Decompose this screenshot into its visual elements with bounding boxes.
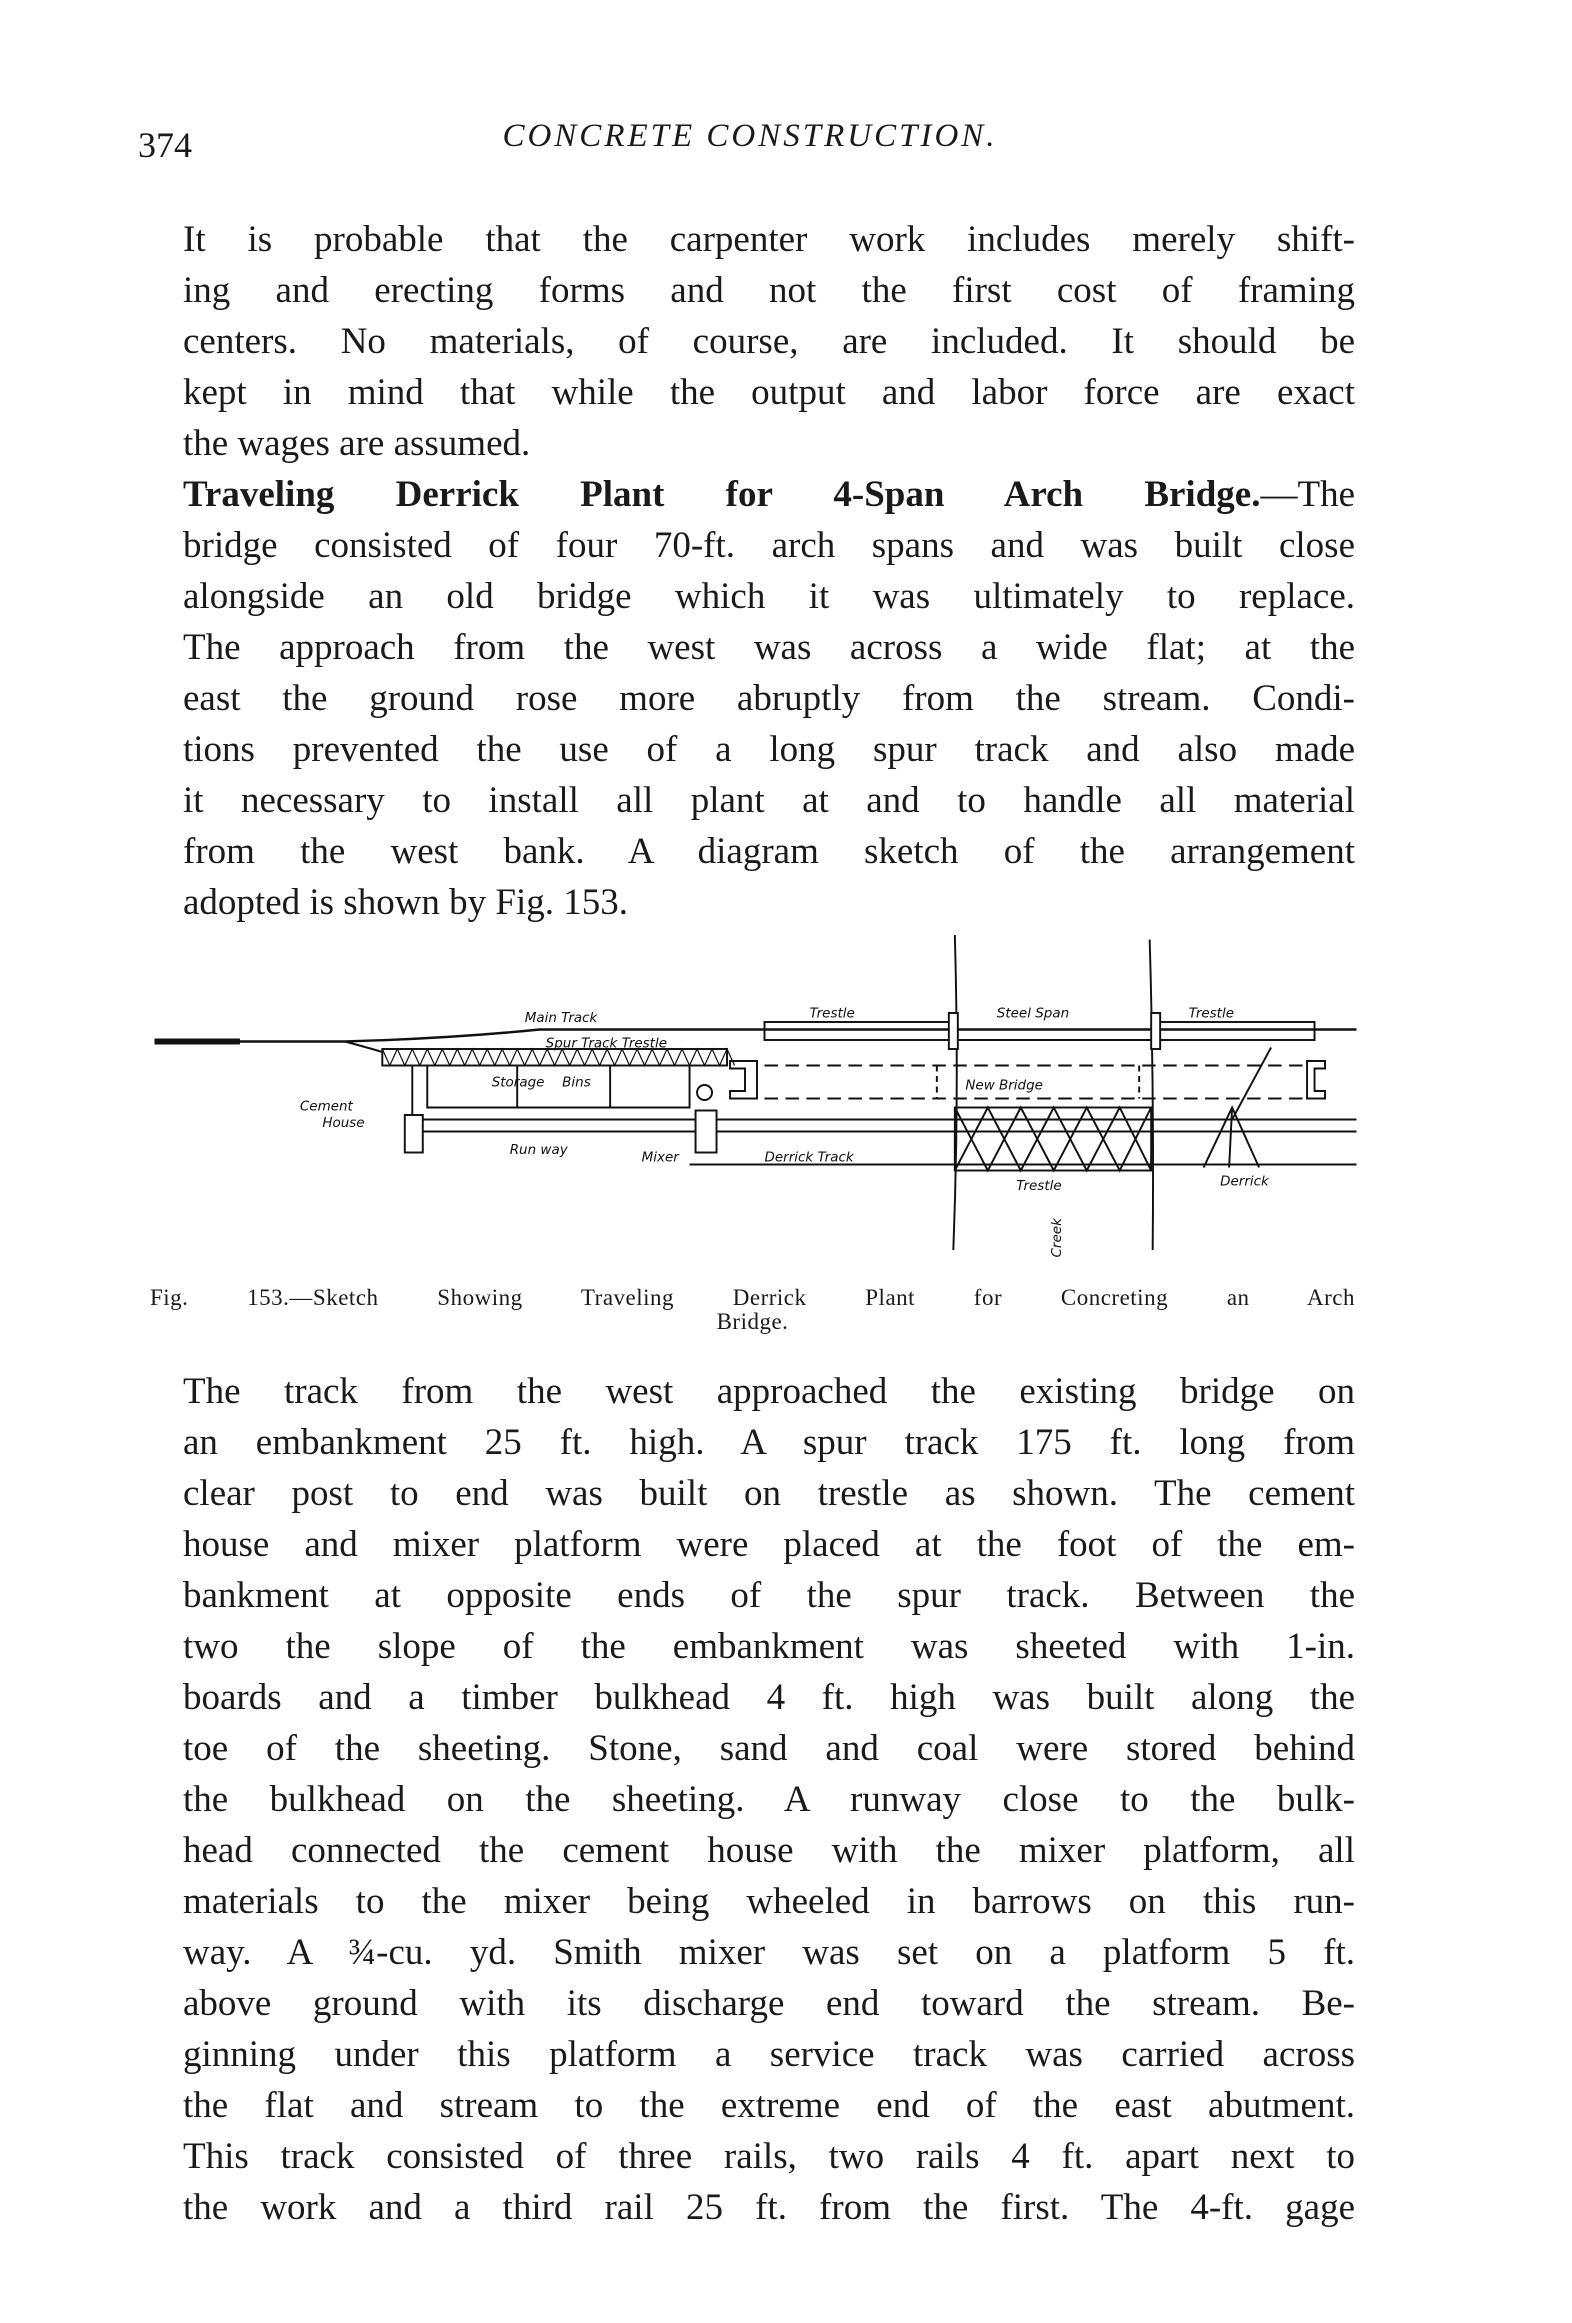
text-line: way. A ¾-cu. yd. Smith mixer was set on a platform 5 ft. bbox=[183, 1932, 1355, 1973]
text-line: house and mixer platform were placed at the foot of the em- bbox=[183, 1524, 1355, 1565]
abutment-west bbox=[730, 1061, 757, 1099]
label-new-bridge: New Bridge bbox=[965, 1077, 1043, 1094]
label-derrick-track: Derrick Track bbox=[764, 1149, 854, 1166]
paragraph-block-2 bbox=[183, 1366, 1355, 2233]
text-line: alongside an old bridge which it was ultimately to replace. bbox=[183, 576, 1355, 617]
label-spur-track-trestle: Spur Track Trestle bbox=[545, 1035, 668, 1052]
text-line: centers. No materials, of course, are included. It should be bbox=[183, 321, 1355, 362]
page-number: 374 bbox=[138, 125, 192, 165]
text-line: tions prevented the use of a long spur track and also made bbox=[183, 729, 1355, 770]
label-runway: Run way bbox=[509, 1141, 568, 1159]
text-line: ing and erecting forms and not the first cost of framing bbox=[183, 270, 1355, 311]
creek-bank-east bbox=[1150, 940, 1153, 1251]
text-line: it necessary to install all plant at and to handle all material bbox=[183, 780, 1355, 821]
label-trestle-east: Trestle bbox=[1188, 1005, 1235, 1022]
text-line: This track consisted of three rails, two rails 4 ft. apart next to bbox=[183, 2136, 1355, 2177]
label-main-track: Main Track bbox=[524, 1009, 598, 1027]
text-line: east the ground rose more abruptly from the stream. Condi- bbox=[183, 678, 1355, 719]
paragraph-block-1 bbox=[183, 214, 1355, 928]
text-line: bridge consisted of four 70-ft. arch spans and was built close bbox=[183, 525, 1355, 566]
text-line: from the west bank. A diagram sketch of the arrangement bbox=[183, 831, 1355, 872]
heading-continuation: —The bbox=[1260, 474, 1355, 515]
section-heading-line bbox=[183, 469, 1355, 520]
text-line: an embankment 25 ft. high. A spur track 175 ft. long from bbox=[183, 1422, 1355, 1463]
text-line: It is probable that the carpenter work includes merely shift- bbox=[183, 219, 1355, 260]
figure-153-diagram bbox=[150, 932, 1358, 1277]
label-trestle-lower: Trestle bbox=[1016, 1177, 1062, 1195]
section-heading: Traveling Derrick Plant for 4-Span Arch Bridge. bbox=[183, 474, 1261, 515]
text-line: the wages are assumed. bbox=[183, 423, 531, 464]
text-line: The approach from the west was across a wide flat; at the bbox=[183, 627, 1355, 668]
label-mixer: Mixer bbox=[641, 1149, 679, 1166]
pier-post bbox=[1151, 1013, 1160, 1049]
trestle-west-box bbox=[764, 1022, 954, 1040]
text-line: the work and a third rail 25 ft. from the first. The 4-ft. gage bbox=[183, 2187, 1355, 2228]
storage-bins bbox=[427, 1066, 689, 1108]
text-line: head connected the cement house with the mixer platform, all bbox=[183, 1830, 1355, 1871]
text-line: materials to the mixer being wheeled in barrows on this run- bbox=[183, 1881, 1355, 1922]
text-line: The track from the west approached the existing bridge on bbox=[183, 1371, 1355, 1412]
label-derrick: Derrick bbox=[1220, 1173, 1269, 1190]
label-creek: Creek bbox=[1049, 1218, 1066, 1258]
text-line: kept in mind that while the output and labor force are exact bbox=[183, 372, 1355, 413]
text-line: ginning under this platform a service track was carried across bbox=[183, 2034, 1355, 2075]
abutment-east bbox=[1307, 1061, 1325, 1099]
mixer-hopper bbox=[697, 1085, 712, 1100]
mixer-platform bbox=[696, 1111, 717, 1153]
trestle-east-box bbox=[1154, 1022, 1314, 1040]
text-line: two the slope of the embankment was sheeted with 1-in. bbox=[183, 1626, 1355, 1667]
label-cement: Cement bbox=[299, 1098, 353, 1115]
label-storage: Storage bbox=[491, 1074, 545, 1091]
caption-line-1: Fig. 153.—Sketch Showing Traveling Derrick Plant for Concreting an Arch bbox=[150, 1285, 1355, 1310]
trestle-frame bbox=[955, 1108, 1151, 1171]
running-title: CONCRETE CONSTRUCTION. bbox=[502, 118, 998, 154]
text-line: boards and a timber bulkhead 4 ft. high was built along the bbox=[183, 1677, 1355, 1718]
label-house: House bbox=[322, 1114, 365, 1132]
figure-caption bbox=[150, 1286, 1355, 1334]
text-line: the bulkhead on the sheeting. A runway close to the bulk- bbox=[183, 1779, 1355, 1820]
text-line: clear post to end was built on trestle as shown. The cement bbox=[183, 1473, 1355, 1514]
text-line: bankment at opposite ends of the spur track. Between the bbox=[183, 1575, 1355, 1616]
text-line: toe of the sheeting. Stone, sand and coal were stored behind bbox=[183, 1728, 1355, 1769]
label-steel-span: Steel Span bbox=[996, 1005, 1070, 1022]
cement-house bbox=[405, 1115, 423, 1153]
label-trestle-west: Trestle bbox=[809, 1005, 855, 1022]
creek-bank-west bbox=[953, 935, 956, 1250]
text-line: the flat and stream to the extreme end of the east abutment. bbox=[183, 2085, 1355, 2126]
caption-line-2: Bridge. bbox=[716, 1309, 789, 1334]
text-line: above ground with its discharge end toward the stream. Be- bbox=[183, 1983, 1355, 2024]
text-line: adopted is shown by Fig. 153. bbox=[183, 882, 629, 923]
pier-post bbox=[949, 1013, 958, 1049]
label-bins: Bins bbox=[562, 1074, 591, 1091]
